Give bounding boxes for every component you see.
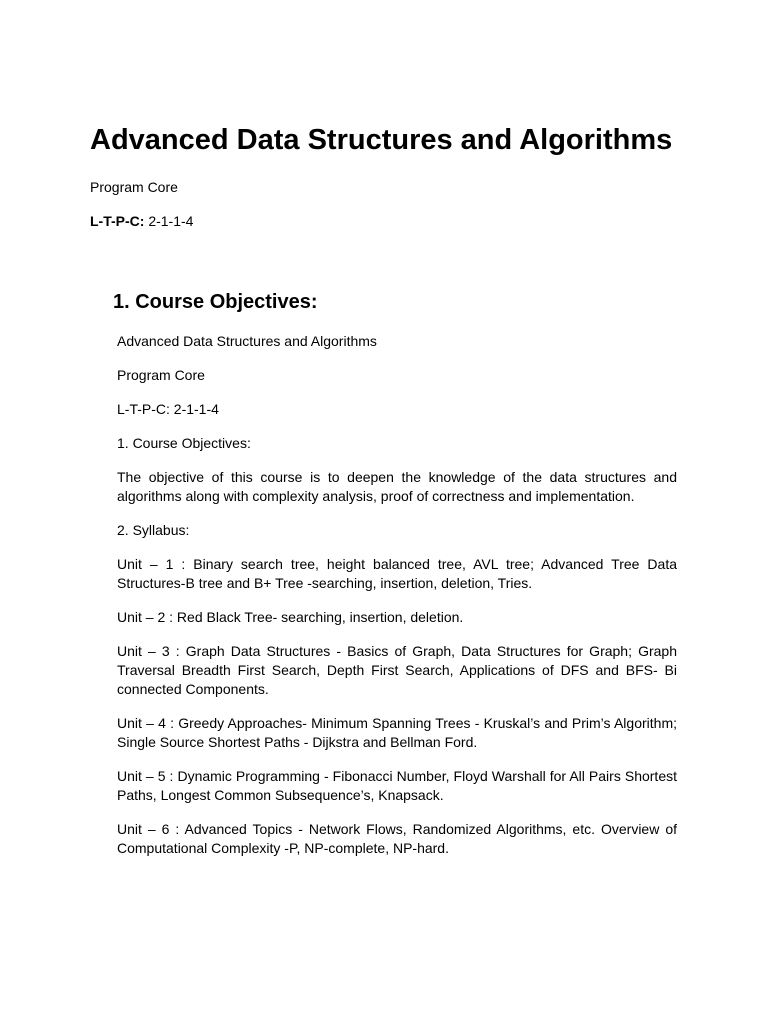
- paragraph-unit-1: Unit – 1 : Binary search tree, height balanced tree, AVL tree; Advanced Tree Data Structures-B tree and B+ Tree -searching, insertion, deletion, Tries.: [117, 556, 677, 591]
- paragraph-ltpc: L-T-P-C: 2-1-1-4: [117, 401, 219, 417]
- paragraph-unit-6: Unit – 6 : Advanced Topics - Network Flows, Randomized Algorithms, etc. Overview of Computational Complexity -P, NP-complete, NP-hard.: [117, 821, 677, 856]
- section-heading-course-objectives: 1. Course Objectives:: [113, 291, 318, 313]
- paragraph-objectives-heading: 1. Course Objectives:: [117, 435, 251, 451]
- paragraph-unit-5: Unit – 5 : Dynamic Programming - Fibonacci Number, Floyd Warshall for All Pairs Shortest Paths, Longest Common Subsequence’s, Knapsack.: [117, 768, 677, 803]
- ltpc-value: 2-1-1-4: [144, 213, 194, 229]
- paragraph-course-name: Advanced Data Structures and Algorithms: [117, 333, 377, 349]
- paragraph-objective-text: The objective of this course is to deepen the knowledge of the data structures and algorithms along with complexity analysis, proof of correctness and implementation.: [117, 469, 677, 504]
- ltpc-label: L-T-P-C:: [90, 213, 145, 229]
- paragraph-unit-2: Unit – 2 : Red Black Tree- searching, insertion, deletion.: [117, 609, 464, 625]
- paragraph-program-type: Program Core: [117, 367, 205, 383]
- paragraph-unit-4: Unit – 4 : Greedy Approaches- Minimum Spanning Trees - Kruskal’s and Prim’s Algorithm; Single Source Shortest Paths - Dijkstra and Bellman Ford.: [117, 715, 677, 750]
- program-type: Program Core: [90, 179, 178, 195]
- document-title: Advanced Data Structures and Algorithms: [90, 124, 673, 156]
- ltpc-line: [90, 212, 193, 230]
- section-body: [117, 332, 677, 873]
- paragraph-unit-3: Unit – 3 : Graph Data Structures - Basics of Graph, Data Structures for Graph; Graph Traversal Breadth First Search, Depth First Search, Applications of DFS and BFS- Bi connected Components.: [117, 643, 677, 697]
- paragraph-syllabus-heading: 2. Syllabus:: [117, 522, 190, 538]
